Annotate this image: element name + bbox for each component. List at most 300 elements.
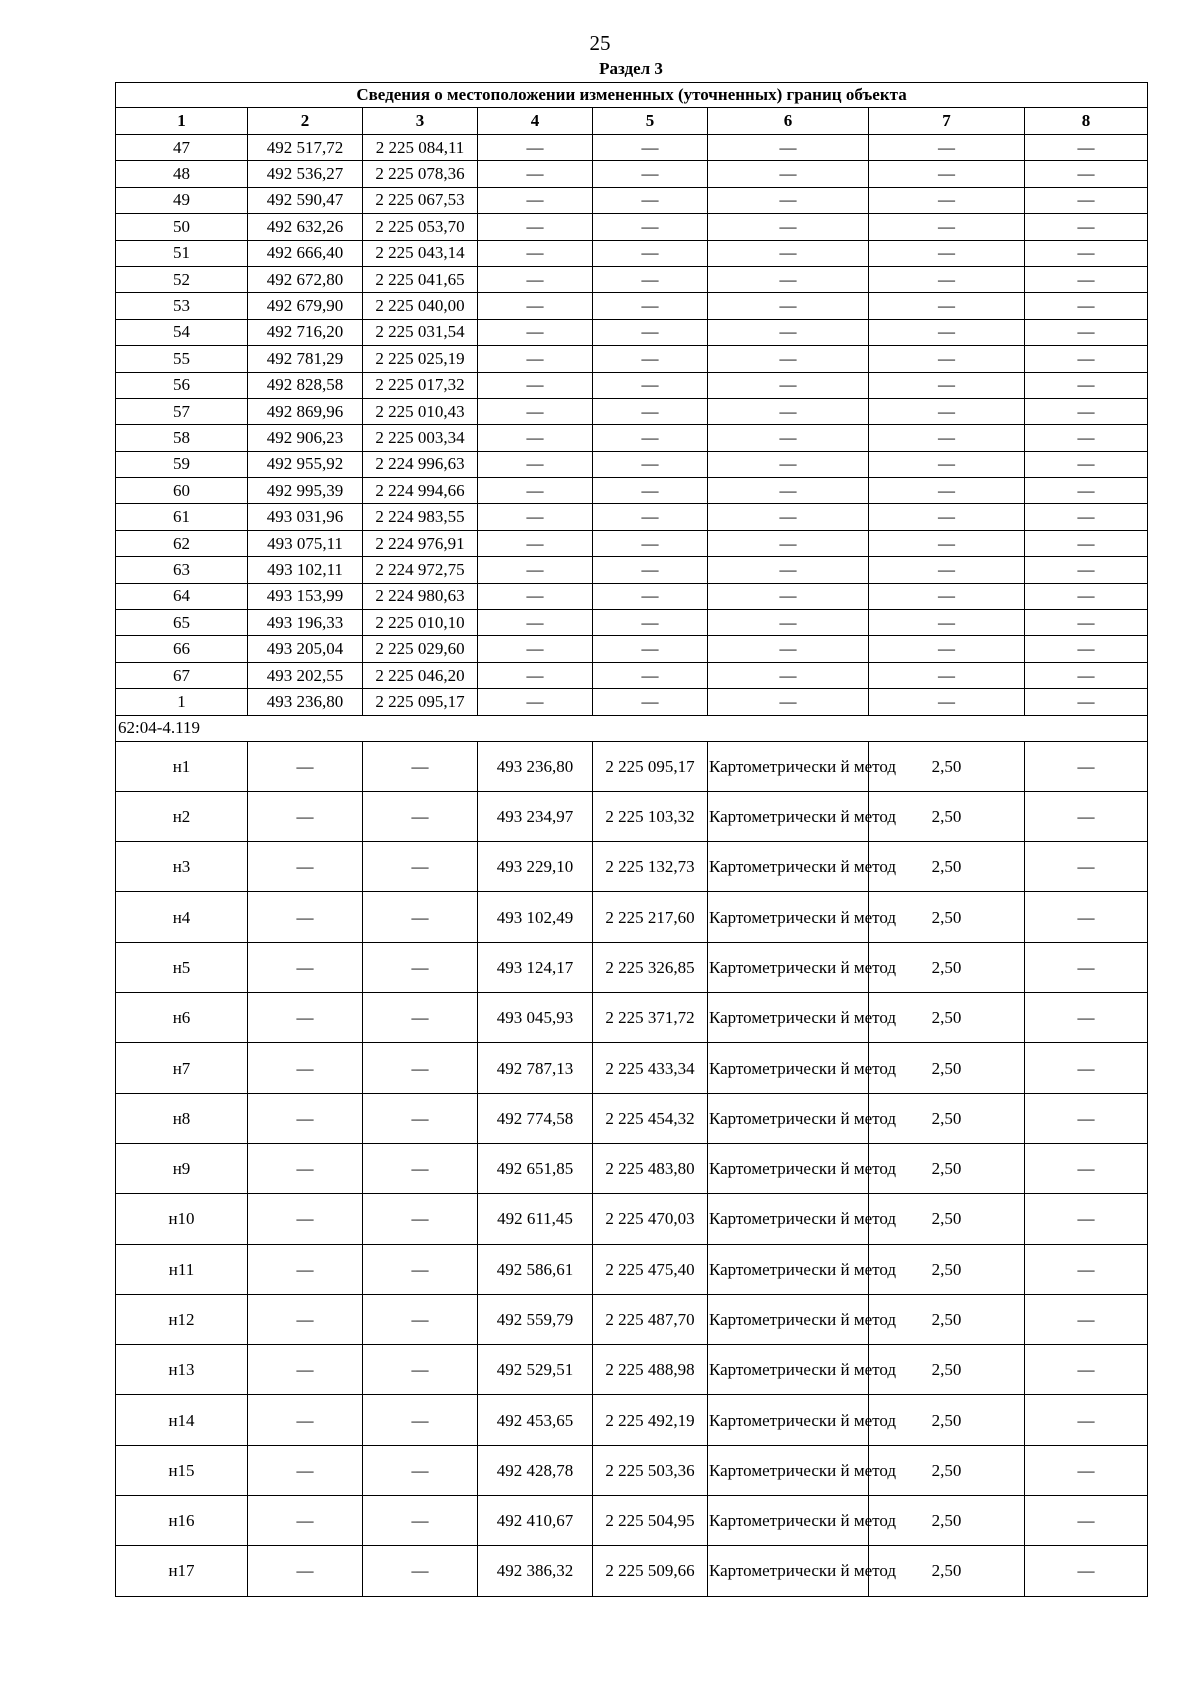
point-number: 55 bbox=[116, 346, 248, 372]
point-number: 49 bbox=[116, 187, 248, 213]
existing-y: 2 224 994,66 bbox=[363, 478, 478, 504]
existing-x: 492 828,58 bbox=[248, 372, 363, 398]
page-number: 25 bbox=[589, 31, 611, 55]
new-x: 493 234,97 bbox=[478, 791, 593, 841]
new-x: 492 559,79 bbox=[478, 1294, 593, 1344]
empty-dash: — bbox=[1025, 346, 1148, 372]
empty-dash: — bbox=[1025, 1194, 1148, 1244]
empty-dash: — bbox=[593, 689, 708, 715]
accuracy: 2,50 bbox=[869, 993, 1025, 1043]
new-y: 2 225 132,73 bbox=[593, 842, 708, 892]
empty-dash: — bbox=[478, 478, 593, 504]
empty-dash: — bbox=[869, 478, 1025, 504]
empty-dash: — bbox=[478, 319, 593, 345]
boundary-coordinates-table bbox=[115, 82, 1148, 1597]
empty-dash: — bbox=[869, 293, 1025, 319]
existing-x: 492 590,47 bbox=[248, 187, 363, 213]
empty-dash: — bbox=[248, 741, 363, 791]
empty-dash: — bbox=[248, 1294, 363, 1344]
empty-dash: — bbox=[1025, 478, 1148, 504]
empty-dash: — bbox=[478, 293, 593, 319]
empty-dash: — bbox=[708, 161, 869, 187]
method: Картометрически й метод bbox=[708, 942, 869, 992]
empty-dash: — bbox=[869, 161, 1025, 187]
existing-x: 492 955,92 bbox=[248, 451, 363, 477]
empty-dash: — bbox=[708, 266, 869, 292]
method: Картометрически й метод bbox=[708, 993, 869, 1043]
empty-dash: — bbox=[593, 478, 708, 504]
empty-dash: — bbox=[869, 266, 1025, 292]
existing-points-body bbox=[116, 135, 1148, 716]
point-number: 64 bbox=[116, 583, 248, 609]
empty-dash: — bbox=[248, 1496, 363, 1546]
new-y: 2 225 433,34 bbox=[593, 1043, 708, 1093]
empty-dash: — bbox=[593, 161, 708, 187]
new-y: 2 225 475,40 bbox=[593, 1244, 708, 1294]
existing-x: 493 031,96 bbox=[248, 504, 363, 530]
group-label: 62:04-4.119 bbox=[116, 715, 1148, 741]
table-row bbox=[116, 583, 1148, 609]
method: Картометрически й метод bbox=[708, 1143, 869, 1193]
accuracy: 2,50 bbox=[869, 791, 1025, 841]
empty-dash: — bbox=[478, 372, 593, 398]
empty-dash: — bbox=[869, 689, 1025, 715]
table-title-row bbox=[116, 83, 1148, 108]
empty-dash: — bbox=[1025, 1496, 1148, 1546]
point-number: 65 bbox=[116, 610, 248, 636]
point-number: 58 bbox=[116, 425, 248, 451]
empty-dash: — bbox=[1025, 1043, 1148, 1093]
method: Картометрически й метод bbox=[708, 1043, 869, 1093]
empty-dash: — bbox=[1025, 504, 1148, 530]
table-row bbox=[116, 791, 1148, 841]
empty-dash: — bbox=[478, 214, 593, 240]
table-row bbox=[116, 610, 1148, 636]
existing-x: 492 632,26 bbox=[248, 214, 363, 240]
table-title: Сведения о местоположении измененных (уточненных) границ объекта bbox=[116, 83, 1148, 108]
empty-dash: — bbox=[363, 1445, 478, 1495]
table-row bbox=[116, 135, 1148, 161]
empty-dash: — bbox=[869, 319, 1025, 345]
empty-dash: — bbox=[1025, 266, 1148, 292]
empty-dash: — bbox=[593, 266, 708, 292]
empty-dash: — bbox=[1025, 741, 1148, 791]
method: Картометрически й метод bbox=[708, 1445, 869, 1495]
existing-y: 2 225 041,65 bbox=[363, 266, 478, 292]
existing-x: 492 679,90 bbox=[248, 293, 363, 319]
empty-dash: — bbox=[248, 1093, 363, 1143]
new-y: 2 225 504,95 bbox=[593, 1496, 708, 1546]
empty-dash: — bbox=[363, 993, 478, 1043]
empty-dash: — bbox=[593, 240, 708, 266]
empty-dash: — bbox=[478, 636, 593, 662]
empty-dash: — bbox=[478, 662, 593, 688]
empty-dash: — bbox=[869, 636, 1025, 662]
accuracy: 2,50 bbox=[869, 1093, 1025, 1143]
empty-dash: — bbox=[478, 504, 593, 530]
empty-dash: — bbox=[363, 791, 478, 841]
point-number: 60 bbox=[116, 478, 248, 504]
new-x: 493 229,10 bbox=[478, 842, 593, 892]
empty-dash: — bbox=[1025, 583, 1148, 609]
accuracy: 2,50 bbox=[869, 1043, 1025, 1093]
empty-dash: — bbox=[248, 993, 363, 1043]
existing-x: 492 536,27 bbox=[248, 161, 363, 187]
empty-dash: — bbox=[708, 319, 869, 345]
existing-y: 2 224 972,75 bbox=[363, 557, 478, 583]
empty-dash: — bbox=[478, 266, 593, 292]
table-row bbox=[116, 240, 1148, 266]
empty-dash: — bbox=[593, 583, 708, 609]
empty-dash: — bbox=[593, 187, 708, 213]
point-number: 1 bbox=[116, 689, 248, 715]
point-number: 48 bbox=[116, 161, 248, 187]
point-number: 53 bbox=[116, 293, 248, 319]
new-y: 2 225 095,17 bbox=[593, 741, 708, 791]
empty-dash: — bbox=[869, 135, 1025, 161]
existing-y: 2 225 053,70 bbox=[363, 214, 478, 240]
new-x: 493 236,80 bbox=[478, 741, 593, 791]
new-x: 493 102,49 bbox=[478, 892, 593, 942]
empty-dash: — bbox=[708, 187, 869, 213]
accuracy: 2,50 bbox=[869, 1546, 1025, 1596]
point-number: 63 bbox=[116, 557, 248, 583]
point-number: н7 bbox=[116, 1043, 248, 1093]
empty-dash: — bbox=[248, 1143, 363, 1193]
group-body bbox=[116, 715, 1148, 741]
empty-dash: — bbox=[708, 240, 869, 266]
new-x: 492 611,45 bbox=[478, 1194, 593, 1244]
empty-dash: — bbox=[593, 319, 708, 345]
empty-dash: — bbox=[1025, 425, 1148, 451]
empty-dash: — bbox=[248, 1395, 363, 1445]
table-row bbox=[116, 1143, 1148, 1193]
new-y: 2 225 488,98 bbox=[593, 1345, 708, 1395]
existing-x: 493 153,99 bbox=[248, 583, 363, 609]
new-x: 492 529,51 bbox=[478, 1345, 593, 1395]
new-y: 2 225 217,60 bbox=[593, 892, 708, 942]
empty-dash: — bbox=[478, 346, 593, 372]
empty-dash: — bbox=[708, 583, 869, 609]
table-row bbox=[116, 842, 1148, 892]
point-number: н11 bbox=[116, 1244, 248, 1294]
column-header: 2 bbox=[248, 108, 363, 135]
empty-dash: — bbox=[1025, 214, 1148, 240]
empty-dash: — bbox=[593, 451, 708, 477]
empty-dash: — bbox=[248, 1194, 363, 1244]
point-number: 67 bbox=[116, 662, 248, 688]
method: Картометрически й метод bbox=[708, 1345, 869, 1395]
new-y: 2 225 326,85 bbox=[593, 942, 708, 992]
point-number: н4 bbox=[116, 892, 248, 942]
existing-y: 2 224 983,55 bbox=[363, 504, 478, 530]
column-header: 4 bbox=[478, 108, 593, 135]
point-number: 59 bbox=[116, 451, 248, 477]
accuracy: 2,50 bbox=[869, 1345, 1025, 1395]
existing-x: 492 517,72 bbox=[248, 135, 363, 161]
column-header: 3 bbox=[363, 108, 478, 135]
empty-dash: — bbox=[708, 451, 869, 477]
empty-dash: — bbox=[869, 557, 1025, 583]
table-row bbox=[116, 942, 1148, 992]
empty-dash: — bbox=[478, 557, 593, 583]
new-y: 2 225 509,66 bbox=[593, 1546, 708, 1596]
new-x: 492 410,67 bbox=[478, 1496, 593, 1546]
point-number: н2 bbox=[116, 791, 248, 841]
point-number: н9 bbox=[116, 1143, 248, 1193]
table-row bbox=[116, 741, 1148, 791]
empty-dash: — bbox=[708, 214, 869, 240]
table-row bbox=[116, 1445, 1148, 1495]
method: Картометрически й метод bbox=[708, 1496, 869, 1546]
new-y: 2 225 454,32 bbox=[593, 1093, 708, 1143]
table-row bbox=[116, 372, 1148, 398]
empty-dash: — bbox=[593, 135, 708, 161]
empty-dash: — bbox=[869, 425, 1025, 451]
existing-x: 492 781,29 bbox=[248, 346, 363, 372]
empty-dash: — bbox=[593, 530, 708, 556]
table-row bbox=[116, 1043, 1148, 1093]
existing-y: 2 225 017,32 bbox=[363, 372, 478, 398]
point-number: н15 bbox=[116, 1445, 248, 1495]
new-y: 2 225 492,19 bbox=[593, 1395, 708, 1445]
table-row bbox=[116, 425, 1148, 451]
empty-dash: — bbox=[869, 240, 1025, 266]
existing-y: 2 224 980,63 bbox=[363, 583, 478, 609]
empty-dash: — bbox=[478, 451, 593, 477]
method: Картометрически й метод bbox=[708, 1244, 869, 1294]
empty-dash: — bbox=[1025, 187, 1148, 213]
table-row bbox=[116, 266, 1148, 292]
empty-dash: — bbox=[1025, 319, 1148, 345]
point-number: н13 bbox=[116, 1345, 248, 1395]
empty-dash: — bbox=[478, 240, 593, 266]
method: Картометрически й метод bbox=[708, 892, 869, 942]
new-points-body bbox=[116, 741, 1148, 1596]
empty-dash: — bbox=[869, 451, 1025, 477]
empty-dash: — bbox=[593, 214, 708, 240]
empty-dash: — bbox=[708, 504, 869, 530]
existing-y: 2 224 996,63 bbox=[363, 451, 478, 477]
new-x: 492 428,78 bbox=[478, 1445, 593, 1495]
point-number: н3 bbox=[116, 842, 248, 892]
empty-dash: — bbox=[363, 1194, 478, 1244]
point-number: 52 bbox=[116, 266, 248, 292]
empty-dash: — bbox=[708, 662, 869, 688]
empty-dash: — bbox=[593, 636, 708, 662]
method: Картометрически й метод bbox=[708, 1546, 869, 1596]
existing-y: 2 224 976,91 bbox=[363, 530, 478, 556]
empty-dash: — bbox=[1025, 1395, 1148, 1445]
existing-y: 2 225 095,17 bbox=[363, 689, 478, 715]
new-x: 492 453,65 bbox=[478, 1395, 593, 1445]
point-number: н6 bbox=[116, 993, 248, 1043]
existing-y: 2 225 010,10 bbox=[363, 610, 478, 636]
table-row bbox=[116, 530, 1148, 556]
existing-x: 492 666,40 bbox=[248, 240, 363, 266]
empty-dash: — bbox=[363, 842, 478, 892]
method: Картометрически й метод bbox=[708, 1395, 869, 1445]
empty-dash: — bbox=[1025, 689, 1148, 715]
empty-dash: — bbox=[363, 1093, 478, 1143]
column-header: 1 bbox=[116, 108, 248, 135]
empty-dash: — bbox=[708, 530, 869, 556]
empty-dash: — bbox=[1025, 636, 1148, 662]
table-row bbox=[116, 662, 1148, 688]
point-number: н16 bbox=[116, 1496, 248, 1546]
existing-x: 493 196,33 bbox=[248, 610, 363, 636]
empty-dash: — bbox=[593, 557, 708, 583]
group-row bbox=[116, 715, 1148, 741]
empty-dash: — bbox=[869, 346, 1025, 372]
table-row bbox=[116, 478, 1148, 504]
empty-dash: — bbox=[869, 398, 1025, 424]
existing-y: 2 225 040,00 bbox=[363, 293, 478, 319]
new-y: 2 225 103,32 bbox=[593, 791, 708, 841]
section-title: Раздел 3 bbox=[599, 59, 663, 78]
new-y: 2 225 371,72 bbox=[593, 993, 708, 1043]
empty-dash: — bbox=[248, 791, 363, 841]
empty-dash: — bbox=[1025, 135, 1148, 161]
existing-x: 493 236,80 bbox=[248, 689, 363, 715]
accuracy: 2,50 bbox=[869, 842, 1025, 892]
table-row bbox=[116, 319, 1148, 345]
empty-dash: — bbox=[708, 398, 869, 424]
empty-dash: — bbox=[478, 161, 593, 187]
point-number: 56 bbox=[116, 372, 248, 398]
method: Картометрически й метод bbox=[708, 842, 869, 892]
empty-dash: — bbox=[248, 842, 363, 892]
empty-dash: — bbox=[363, 1345, 478, 1395]
point-number: н10 bbox=[116, 1194, 248, 1244]
existing-y: 2 225 010,43 bbox=[363, 398, 478, 424]
table-row bbox=[116, 993, 1148, 1043]
empty-dash: — bbox=[869, 610, 1025, 636]
empty-dash: — bbox=[478, 610, 593, 636]
new-y: 2 225 503,36 bbox=[593, 1445, 708, 1495]
column-header: 5 bbox=[593, 108, 708, 135]
empty-dash: — bbox=[1025, 1546, 1148, 1596]
method: Картометрически й метод bbox=[708, 1194, 869, 1244]
empty-dash: — bbox=[363, 1395, 478, 1445]
table-row bbox=[116, 1345, 1148, 1395]
existing-y: 2 225 029,60 bbox=[363, 636, 478, 662]
table-row bbox=[116, 504, 1148, 530]
table-row bbox=[116, 689, 1148, 715]
empty-dash: — bbox=[1025, 1445, 1148, 1495]
empty-dash: — bbox=[478, 530, 593, 556]
empty-dash: — bbox=[708, 689, 869, 715]
existing-y: 2 225 067,53 bbox=[363, 187, 478, 213]
table-row bbox=[116, 1294, 1148, 1344]
table-row bbox=[116, 557, 1148, 583]
empty-dash: — bbox=[478, 425, 593, 451]
column-header-row bbox=[116, 108, 1148, 135]
empty-dash: — bbox=[1025, 451, 1148, 477]
empty-dash: — bbox=[1025, 942, 1148, 992]
column-header: 6 bbox=[708, 108, 869, 135]
new-y: 2 225 483,80 bbox=[593, 1143, 708, 1193]
new-x: 492 774,58 bbox=[478, 1093, 593, 1143]
empty-dash: — bbox=[869, 583, 1025, 609]
empty-dash: — bbox=[708, 636, 869, 662]
empty-dash: — bbox=[708, 478, 869, 504]
existing-y: 2 225 078,36 bbox=[363, 161, 478, 187]
accuracy: 2,50 bbox=[869, 741, 1025, 791]
accuracy: 2,50 bbox=[869, 1395, 1025, 1445]
existing-x: 492 672,80 bbox=[248, 266, 363, 292]
empty-dash: — bbox=[248, 1445, 363, 1495]
table-row bbox=[116, 451, 1148, 477]
accuracy: 2,50 bbox=[869, 942, 1025, 992]
existing-x: 492 906,23 bbox=[248, 425, 363, 451]
empty-dash: — bbox=[1025, 240, 1148, 266]
table-row bbox=[116, 161, 1148, 187]
existing-x: 493 202,55 bbox=[248, 662, 363, 688]
existing-y: 2 225 046,20 bbox=[363, 662, 478, 688]
empty-dash: — bbox=[248, 1244, 363, 1294]
existing-y: 2 225 084,11 bbox=[363, 135, 478, 161]
empty-dash: — bbox=[363, 1294, 478, 1344]
empty-dash: — bbox=[869, 504, 1025, 530]
table-row bbox=[116, 1194, 1148, 1244]
empty-dash: — bbox=[708, 346, 869, 372]
new-x: 492 787,13 bbox=[478, 1043, 593, 1093]
new-x: 492 651,85 bbox=[478, 1143, 593, 1193]
accuracy: 2,50 bbox=[869, 1244, 1025, 1294]
empty-dash: — bbox=[593, 398, 708, 424]
new-x: 492 586,61 bbox=[478, 1244, 593, 1294]
table-row bbox=[116, 214, 1148, 240]
empty-dash: — bbox=[1025, 892, 1148, 942]
empty-dash: — bbox=[248, 1546, 363, 1596]
table-row bbox=[116, 636, 1148, 662]
empty-dash: — bbox=[363, 741, 478, 791]
existing-y: 2 225 003,34 bbox=[363, 425, 478, 451]
method: Картометрически й метод bbox=[708, 1093, 869, 1143]
empty-dash: — bbox=[248, 1345, 363, 1395]
existing-y: 2 225 025,19 bbox=[363, 346, 478, 372]
table-row bbox=[116, 398, 1148, 424]
point-number: 47 bbox=[116, 135, 248, 161]
empty-dash: — bbox=[1025, 993, 1148, 1043]
existing-x: 492 869,96 bbox=[248, 398, 363, 424]
column-header: 8 bbox=[1025, 108, 1148, 135]
existing-x: 493 102,11 bbox=[248, 557, 363, 583]
empty-dash: — bbox=[1025, 1294, 1148, 1344]
empty-dash: — bbox=[708, 293, 869, 319]
empty-dash: — bbox=[1025, 293, 1148, 319]
point-number: 66 bbox=[116, 636, 248, 662]
empty-dash: — bbox=[478, 398, 593, 424]
point-number: н1 bbox=[116, 741, 248, 791]
existing-x: 493 075,11 bbox=[248, 530, 363, 556]
method: Картометрически й метод bbox=[708, 741, 869, 791]
empty-dash: — bbox=[1025, 662, 1148, 688]
empty-dash: — bbox=[708, 372, 869, 398]
point-number: н8 bbox=[116, 1093, 248, 1143]
empty-dash: — bbox=[593, 293, 708, 319]
empty-dash: — bbox=[593, 425, 708, 451]
empty-dash: — bbox=[593, 372, 708, 398]
empty-dash: — bbox=[708, 610, 869, 636]
empty-dash: — bbox=[593, 504, 708, 530]
empty-dash: — bbox=[363, 1043, 478, 1093]
empty-dash: — bbox=[869, 372, 1025, 398]
empty-dash: — bbox=[708, 135, 869, 161]
new-x: 493 045,93 bbox=[478, 993, 593, 1043]
method: Картометрически й метод bbox=[708, 791, 869, 841]
